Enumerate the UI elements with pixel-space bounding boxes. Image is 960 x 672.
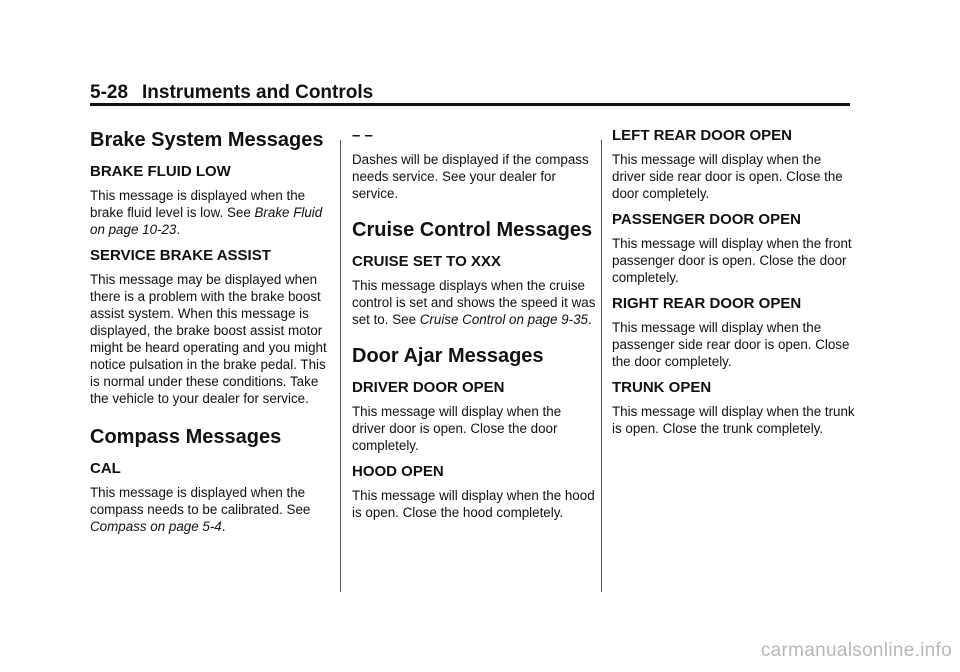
heading-passenger-door-open: PASSENGER DOOR OPEN <box>612 211 801 228</box>
paragraph-end: . <box>176 222 181 237</box>
paragraph-cal <box>90 484 336 535</box>
heading-hood-open: HOOD OPEN <box>352 463 444 480</box>
heading-service-brake-assist: SERVICE BRAKE ASSIST <box>90 247 271 264</box>
section-title: Instruments and Controls <box>142 82 374 103</box>
paragraph-cruise-set <box>352 277 598 328</box>
heading-door-ajar-messages: Door Ajar Messages <box>352 345 544 367</box>
column-3 <box>612 124 858 445</box>
column-divider-1 <box>340 140 341 592</box>
paragraph-brake-fluid-low <box>90 187 336 238</box>
paragraph-text: This message displays when the cruise control is set and shows the speed it was set to. See <box>352 278 596 327</box>
paragraph-right-rear-door-open: This message will display when the passenger side rear door is open. Close the door completely. <box>612 320 850 369</box>
heading-cruise-set: CRUISE SET TO XXX <box>352 253 501 270</box>
cross-reference-compass[interactable]: Compass on page 5-4 <box>90 519 222 534</box>
paragraph-end: . <box>587 312 592 327</box>
heading-driver-door-open: DRIVER DOOR OPEN <box>352 379 505 396</box>
column-divider-2 <box>601 140 602 592</box>
column-1 <box>90 124 336 543</box>
heading-right-rear-door-open: RIGHT REAR DOOR OPEN <box>612 295 802 312</box>
heading-compass-messages: Compass Messages <box>90 426 282 448</box>
page-header <box>90 82 850 104</box>
heading-cal: CAL <box>90 460 121 477</box>
watermark: carmanualsonline.info <box>760 640 952 661</box>
heading-left-rear-door-open: LEFT REAR DOOR OPEN <box>612 127 793 144</box>
heading-brake-fluid-low: BRAKE FLUID LOW <box>90 163 231 180</box>
paragraph-end: . <box>221 519 226 534</box>
page-number: 5-28 <box>90 82 129 103</box>
paragraph-dashes: Dashes will be displayed if the compass needs service. See your dealer for service. <box>352 152 589 201</box>
heading-dashes: – – <box>352 127 373 144</box>
heading-trunk-open: TRUNK OPEN <box>612 379 712 396</box>
heading-cruise-control-messages: Cruise Control Messages <box>352 219 593 241</box>
cross-reference-cruise-control[interactable]: Cruise Control on page 9-35 <box>419 312 588 327</box>
paragraph-hood-open: This message will display when the hood is open. Close the hood completely. <box>352 488 595 520</box>
paragraph-trunk-open: This message will display when the trunk is open. Close the trunk completely. <box>612 404 855 436</box>
paragraph-text: This message is displayed when the compass needs to be calibrated. See <box>90 485 311 517</box>
header-rule <box>90 103 850 106</box>
paragraph-passenger-door-open: This message will display when the front passenger door is open. Close the door completely. <box>612 236 852 285</box>
paragraph-left-rear-door-open: This message will display when the driver side rear door is open. Close the door completely. <box>612 152 843 201</box>
heading-brake-system-messages: Brake System Messages <box>90 129 324 151</box>
cross-reference-brake-fluid[interactable]: Brake Fluid on page 10-23 <box>90 205 323 237</box>
paragraph-text: This message is displayed when the brake fluid level is low. See <box>90 188 306 220</box>
column-2 <box>352 124 598 529</box>
paragraph-driver-door-open: This message will display when the driver door is open. Close the door completely. <box>352 404 562 453</box>
paragraph-service-brake-assist: This message may be displayed when there is a problem with the brake boost assist system. When this message is displayed, the brake boost assist motor might be heard operating and you might notice pulsation in the brake pedal. This is normal under these conditions. Take the vehicle to your dealer for service. <box>90 272 327 406</box>
